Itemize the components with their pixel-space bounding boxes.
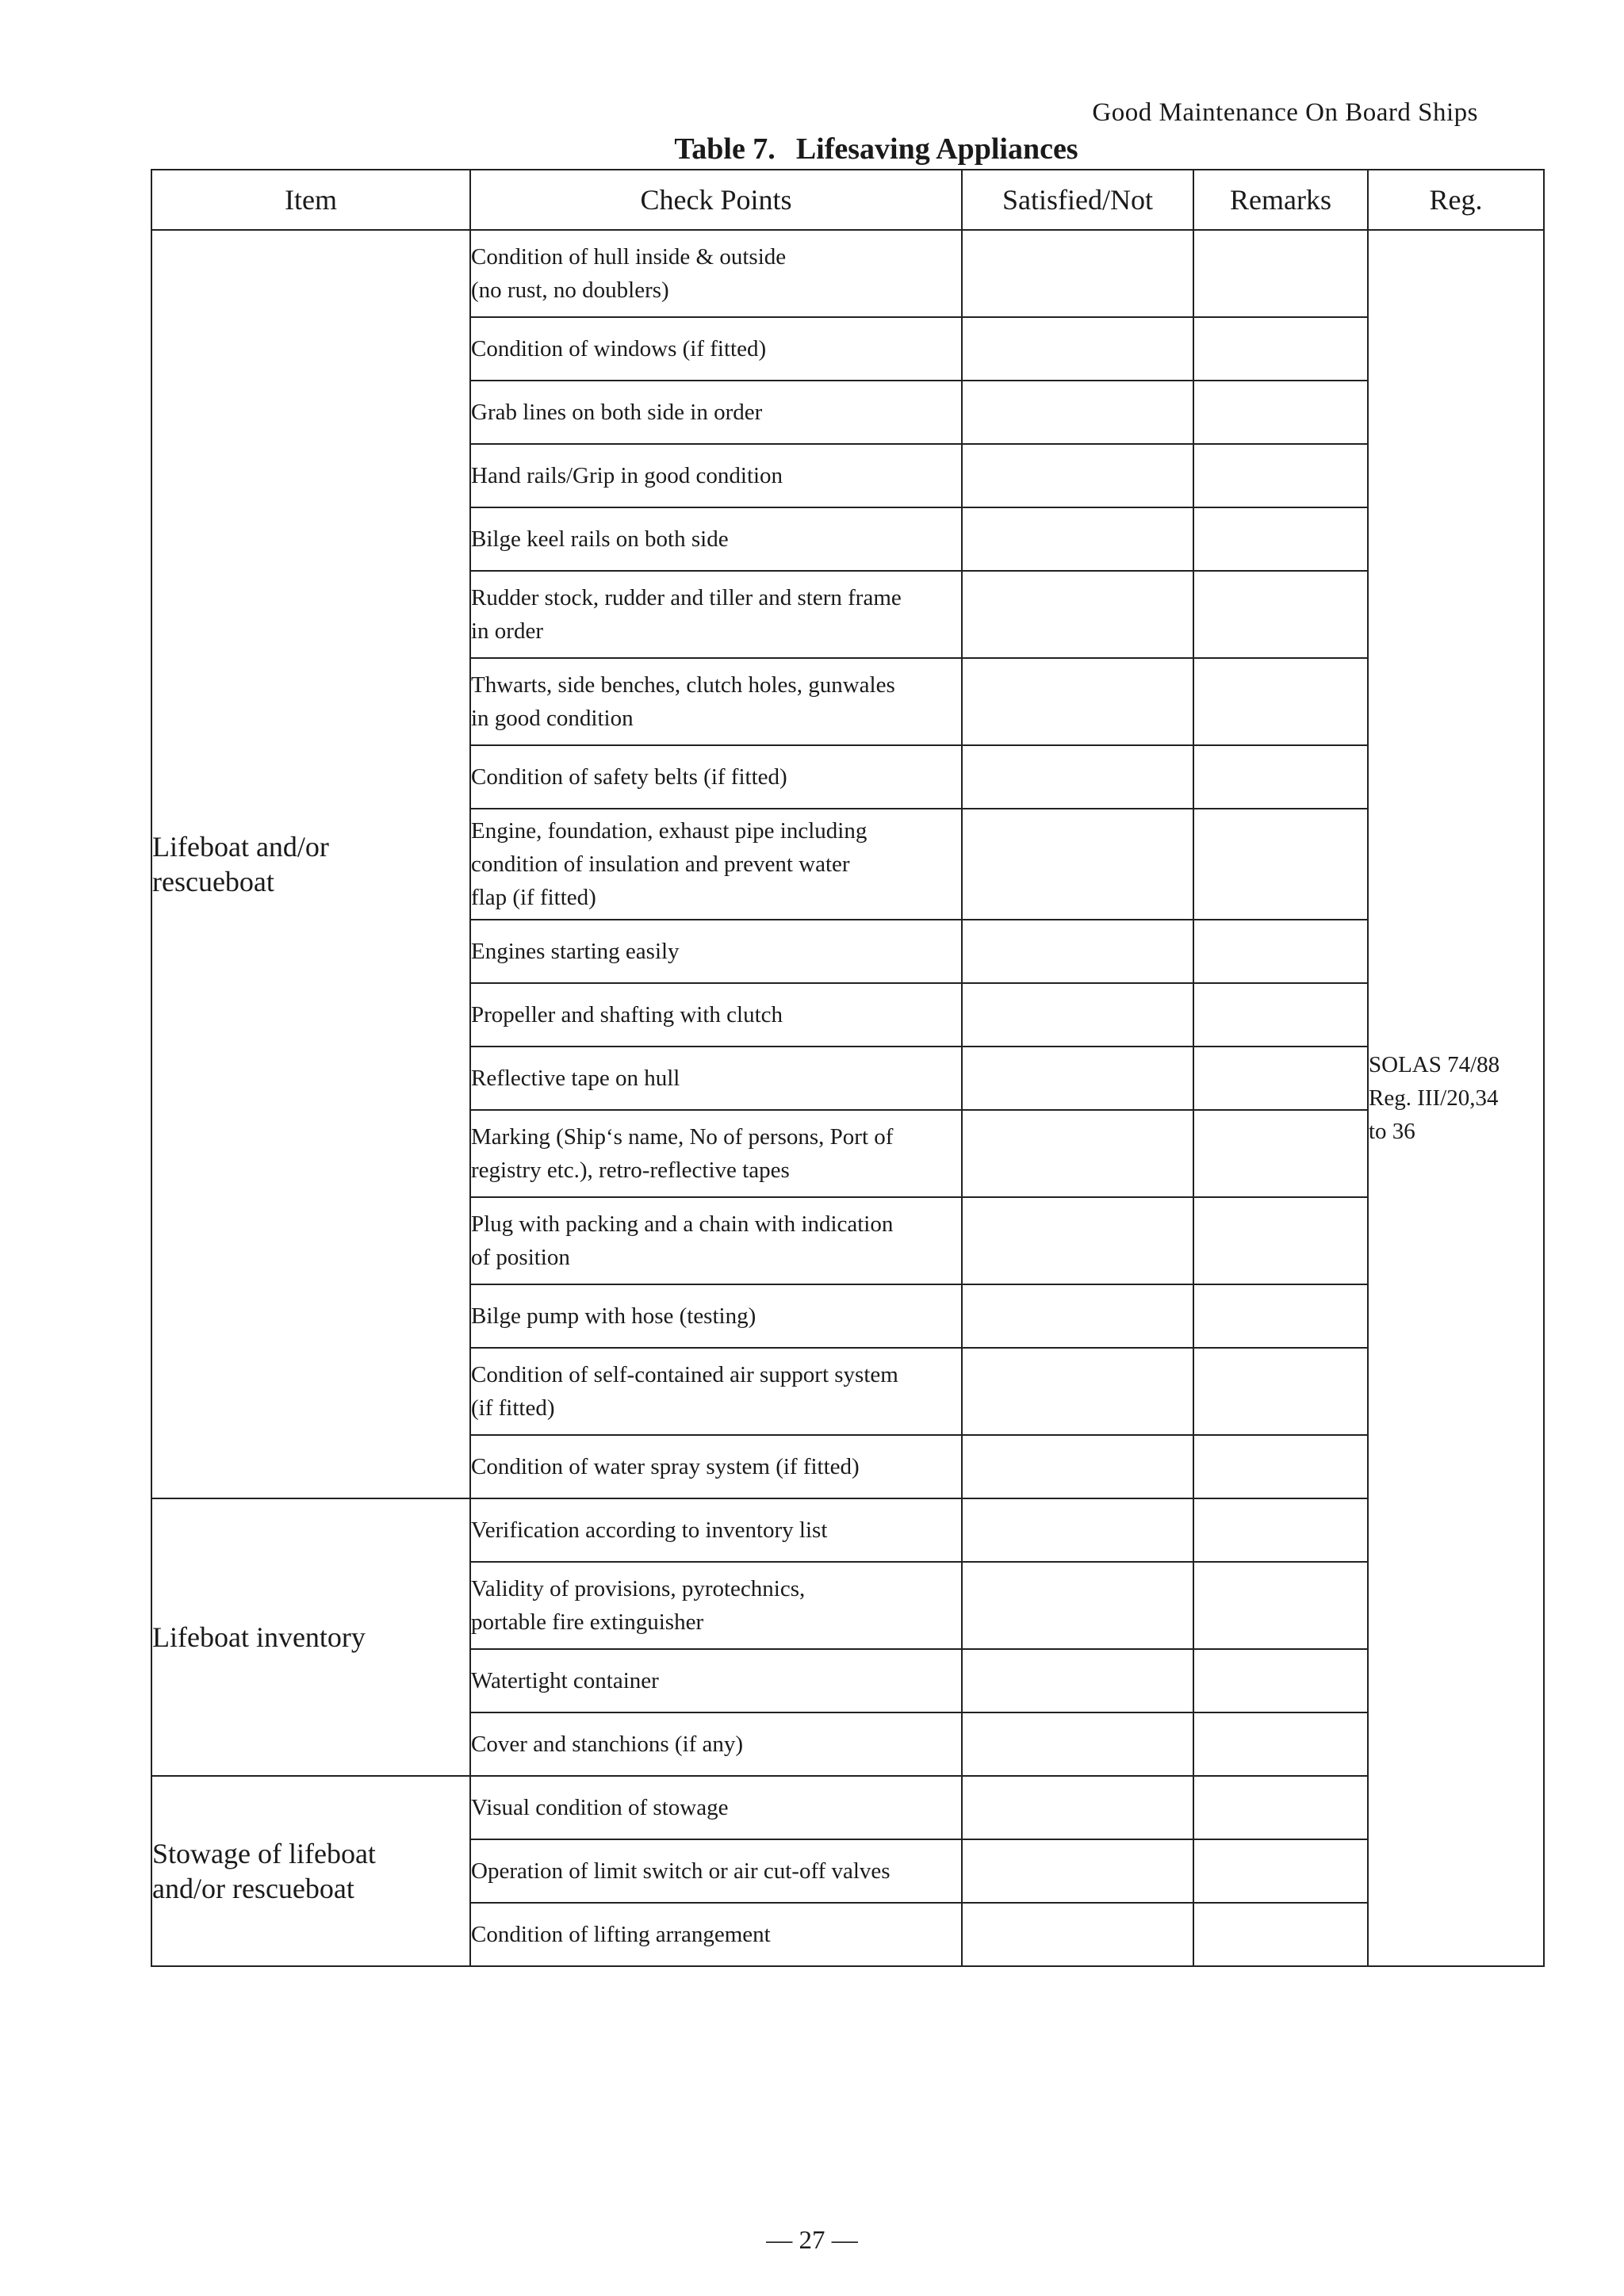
header-row xyxy=(151,170,1544,230)
check-point-cell: Marking (Ship‘s name, No of persons, Port of registry etc.), retro-reflective tapes xyxy=(470,1110,962,1197)
remarks-cell[interactable] xyxy=(1193,571,1368,658)
remarks-cell[interactable] xyxy=(1193,1435,1368,1498)
remarks-cell[interactable] xyxy=(1193,1197,1368,1284)
satisfied-cell[interactable] xyxy=(962,1197,1193,1284)
satisfied-cell[interactable] xyxy=(962,1562,1193,1649)
check-point-cell: Visual condition of stowage xyxy=(470,1776,962,1839)
remarks-cell[interactable] xyxy=(1193,1712,1368,1776)
check-point-cell: Engines starting easily xyxy=(470,920,962,983)
remarks-cell[interactable] xyxy=(1193,1047,1368,1110)
satisfied-cell[interactable] xyxy=(962,381,1193,444)
check-point-cell: Plug with packing and a chain with indication of position xyxy=(470,1197,962,1284)
remarks-cell[interactable] xyxy=(1193,317,1368,381)
satisfied-cell[interactable] xyxy=(962,1435,1193,1498)
remarks-cell[interactable] xyxy=(1193,444,1368,507)
remarks-cell[interactable] xyxy=(1193,1110,1368,1197)
satisfied-cell[interactable] xyxy=(962,983,1193,1047)
check-point-cell: Watertight container xyxy=(470,1649,962,1712)
table-title xyxy=(0,132,1624,166)
satisfied-cell[interactable] xyxy=(962,1903,1193,1966)
check-point-cell: Condition of lifting arrangement xyxy=(470,1903,962,1966)
check-point-cell: Hand rails/Grip in good condition xyxy=(470,444,962,507)
remarks-cell[interactable] xyxy=(1193,1562,1368,1649)
satisfied-cell[interactable] xyxy=(962,444,1193,507)
satisfied-cell[interactable] xyxy=(962,1498,1193,1562)
satisfied-cell[interactable] xyxy=(962,658,1193,745)
check-point-cell: Reflective tape on hull xyxy=(470,1047,962,1110)
remarks-cell[interactable] xyxy=(1193,809,1368,920)
table-row xyxy=(151,230,1544,317)
satisfied-cell[interactable] xyxy=(962,809,1193,920)
checklist-table xyxy=(151,169,1545,1967)
check-point-cell: Engine, foundation, exhaust pipe including condition of insulation and prevent water flap (if fitted) xyxy=(470,809,962,920)
running-header: Good Maintenance On Board Ships xyxy=(1092,98,1478,127)
check-point-cell: Propeller and shafting with clutch xyxy=(470,983,962,1047)
check-point-cell: Rudder stock, rudder and tiller and stern frame in order xyxy=(470,571,962,658)
remarks-cell[interactable] xyxy=(1193,1348,1368,1435)
col-header-remarks: Remarks xyxy=(1193,170,1368,230)
remarks-cell[interactable] xyxy=(1193,230,1368,317)
table-row xyxy=(151,1498,1544,1562)
table-row xyxy=(151,1776,1544,1839)
satisfied-cell[interactable] xyxy=(962,317,1193,381)
check-point-cell: Thwarts, side benches, clutch holes, gunwales in good condition xyxy=(470,658,962,745)
satisfied-cell[interactable] xyxy=(962,1110,1193,1197)
satisfied-cell[interactable] xyxy=(962,1839,1193,1903)
remarks-cell[interactable] xyxy=(1193,1284,1368,1348)
satisfied-cell[interactable] xyxy=(962,745,1193,809)
check-point-cell: Grab lines on both side in order xyxy=(470,381,962,444)
item-cell: Lifeboat inventory xyxy=(151,1498,470,1776)
check-point-cell: Bilge pump with hose (testing) xyxy=(470,1284,962,1348)
check-point-cell: Condition of hull inside & outside (no rust, no doublers) xyxy=(470,230,962,317)
remarks-cell[interactable] xyxy=(1193,658,1368,745)
remarks-cell[interactable] xyxy=(1193,1498,1368,1562)
satisfied-cell[interactable] xyxy=(962,1776,1193,1839)
col-header-check-points: Check Points xyxy=(470,170,962,230)
remarks-cell[interactable] xyxy=(1193,920,1368,983)
check-point-cell: Verification according to inventory list xyxy=(470,1498,962,1562)
table-label: Table 7. xyxy=(674,132,776,166)
remarks-cell[interactable] xyxy=(1193,1649,1368,1712)
table-title-text: Lifesaving Appliances xyxy=(795,132,1078,166)
remarks-cell[interactable] xyxy=(1193,1903,1368,1966)
satisfied-cell[interactable] xyxy=(962,1712,1193,1776)
col-header-satisfied: Satisfied/Not xyxy=(962,170,1193,230)
col-header-item: Item xyxy=(151,170,470,230)
satisfied-cell[interactable] xyxy=(962,920,1193,983)
satisfied-cell[interactable] xyxy=(962,507,1193,571)
satisfied-cell[interactable] xyxy=(962,571,1193,658)
check-point-cell: Condition of safety belts (if fitted) xyxy=(470,745,962,809)
check-point-cell: Cover and stanchions (if any) xyxy=(470,1712,962,1776)
check-point-cell: Condition of windows (if fitted) xyxy=(470,317,962,381)
page-number: — 27 — xyxy=(766,2226,858,2255)
satisfied-cell[interactable] xyxy=(962,1284,1193,1348)
satisfied-cell[interactable] xyxy=(962,1348,1193,1435)
check-point-cell: Operation of limit switch or air cut-off valves xyxy=(470,1839,962,1903)
col-header-reg: Reg. xyxy=(1368,170,1544,230)
remarks-cell[interactable] xyxy=(1193,381,1368,444)
remarks-cell[interactable] xyxy=(1193,745,1368,809)
item-cell: Stowage of lifeboat and/or rescueboat xyxy=(151,1776,470,1966)
satisfied-cell[interactable] xyxy=(962,1047,1193,1110)
reg-cell: SOLAS 74/88 Reg. III/20,34 to 36 xyxy=(1368,230,1544,1966)
remarks-cell[interactable] xyxy=(1193,1776,1368,1839)
item-cell: Lifeboat and/or rescueboat xyxy=(151,230,470,1498)
satisfied-cell[interactable] xyxy=(962,1649,1193,1712)
remarks-cell[interactable] xyxy=(1193,1839,1368,1903)
check-point-cell: Condition of self-contained air support system (if fitted) xyxy=(470,1348,962,1435)
remarks-cell[interactable] xyxy=(1193,507,1368,571)
check-point-cell: Condition of water spray system (if fitted) xyxy=(470,1435,962,1498)
check-point-cell: Validity of provisions, pyrotechnics, portable fire extinguisher xyxy=(470,1562,962,1649)
satisfied-cell[interactable] xyxy=(962,230,1193,317)
check-point-cell: Bilge keel rails on both side xyxy=(470,507,962,571)
checklist-body xyxy=(151,230,1544,1966)
remarks-cell[interactable] xyxy=(1193,983,1368,1047)
